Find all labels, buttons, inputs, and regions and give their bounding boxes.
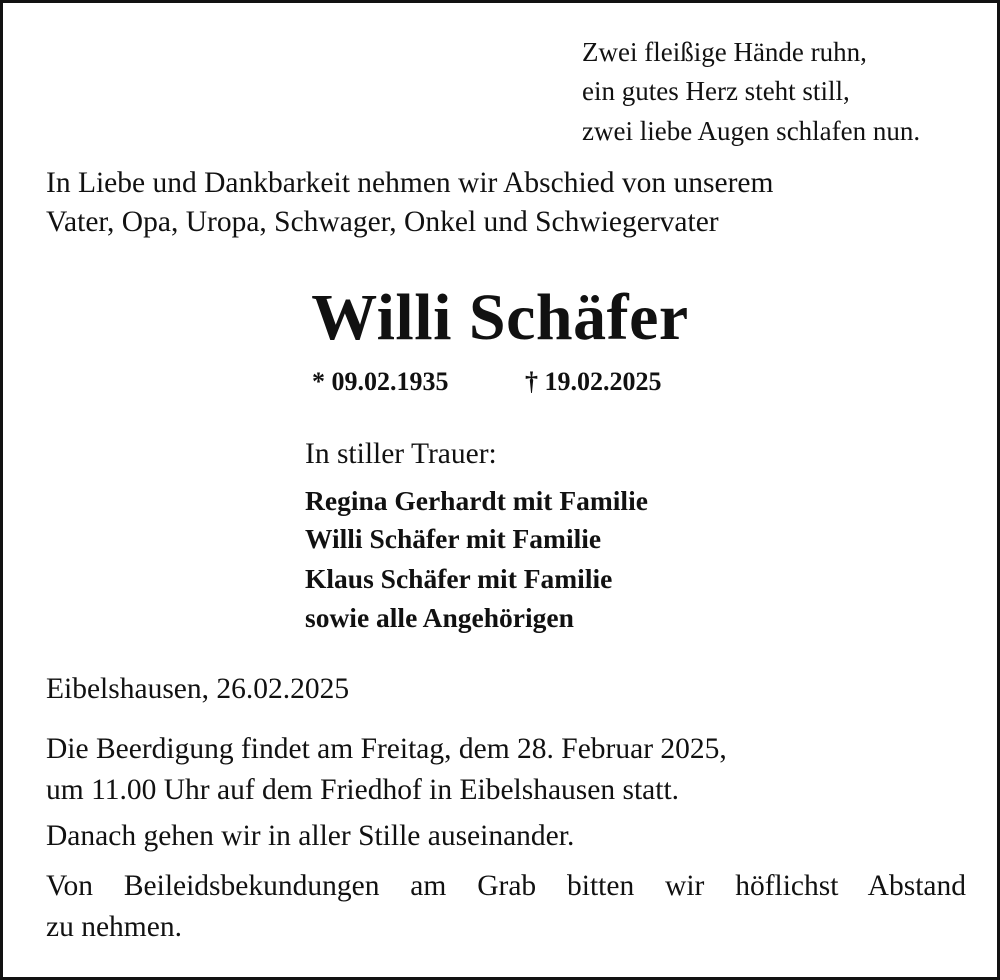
request-line: zu nehmen. — [46, 911, 182, 943]
deceased-name: Willi Schäfer — [311, 281, 689, 354]
mourner-name: sowie alle Angehörigen — [305, 602, 574, 633]
intro-line: Vater, Opa, Uropa, Schwager, Onkel und Schwiegervater — [46, 206, 719, 238]
mourning-label: In stiller Trauer: — [305, 438, 497, 470]
poem-line: Zwei fleißige Hände ruhn, — [582, 37, 867, 67]
death-date: † 19.02.2025 — [525, 367, 662, 396]
place-date: Eibelshausen, 26.02.2025 — [46, 673, 350, 705]
funeral-line: Die Beerdigung findet am Freitag, dem 28. Februar 2025, — [46, 733, 727, 765]
funeral-line: um 11.00 Uhr auf dem Friedhof in Eibelshausen statt. — [46, 774, 680, 806]
mourner-name: Klaus Schäfer mit Familie — [305, 563, 613, 594]
poem-line: zwei liebe Augen schlafen nun. — [582, 116, 921, 146]
mourner-name: Regina Gerhardt mit Familie — [305, 485, 648, 516]
mourner-name: Willi Schäfer mit Familie — [305, 523, 602, 554]
birth-date: * 09.02.1935 — [312, 367, 449, 396]
closing-text: Danach gehen wir in aller Stille auseinander. — [46, 820, 575, 852]
request-line: Von Beileidsbekundungen am Grab bitten wir höflichst Abstand — [46, 870, 966, 902]
intro-line: In Liebe und Dankbarkeit nehmen wir Abschied von unserem — [46, 167, 774, 199]
poem-line: ein gutes Herz steht still, — [582, 76, 850, 106]
